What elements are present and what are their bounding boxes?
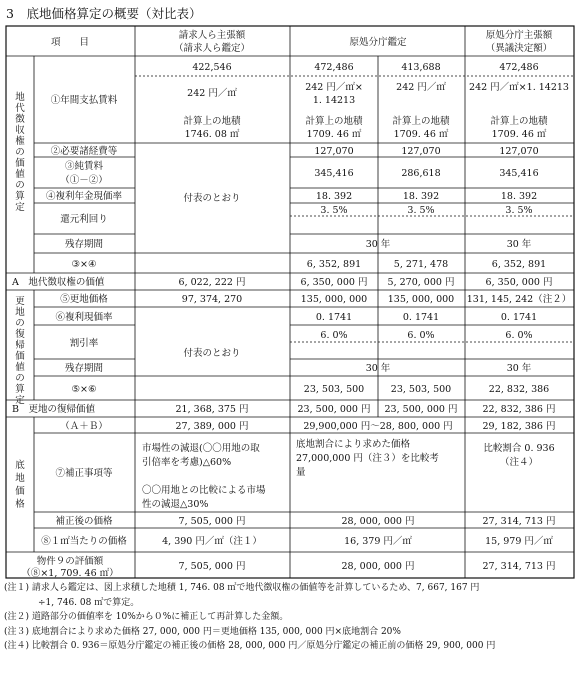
svg-text:価: 価: [15, 351, 25, 362]
cell: 27, 314, 713 円: [482, 516, 556, 527]
row-label-remaining-term-2: 残存期間: [64, 363, 104, 374]
cell: 6. 0%: [407, 330, 435, 341]
svg-text:値: 値: [15, 362, 25, 373]
svg-text:値: 値: [15, 169, 25, 180]
row-label-cap-rate: 還元利回り: [60, 214, 108, 225]
cell: 29,900,000 円～28, 800, 000 円: [303, 421, 453, 432]
row-label-price-per-sqm: ⑧１㎡当たりの価格: [41, 536, 127, 547]
cell: 5, 271, 478: [393, 259, 449, 270]
cell: 18. 392: [402, 191, 440, 202]
cell: 97, 374, 270: [181, 294, 243, 305]
document-title: 3 底地価格算定の概要（対比表）: [6, 6, 202, 21]
cell-adjustments-c: [483, 442, 554, 468]
svg-text:量: 量: [296, 467, 306, 478]
cell: 30 年: [506, 239, 532, 250]
row-label-adjusted-price: 補正後の価格: [55, 516, 113, 527]
cell: 15, 979 円／㎡: [485, 536, 553, 547]
cell: 345,416: [499, 168, 539, 179]
group-label-land-rent: [15, 91, 25, 213]
svg-text:比較割合 0. 936: 比較割合 0. 936: [483, 443, 555, 454]
cell: 7, 505, 000 円: [178, 561, 246, 572]
svg-text:242 円／㎡×1. 14213: 242 円／㎡×1. 14213: [469, 82, 569, 93]
svg-text:242 円／㎡×: 242 円／㎡×: [305, 82, 363, 93]
row-label-adjustments: ⑦補正事項等: [55, 468, 113, 479]
cell: 7, 505, 000 円: [178, 516, 246, 527]
svg-text:の: の: [15, 373, 25, 384]
svg-text:地: 地: [15, 307, 25, 318]
cell-annual-rent-basis-a: [183, 88, 242, 140]
svg-text:の: の: [15, 318, 25, 329]
svg-text:〇〇用地との比較による市場: 〇〇用地との比較による市場: [142, 485, 266, 496]
merged-cell-see-appendix: 付表のとおり: [183, 193, 241, 204]
svg-text:27,000,000 円（注３）を比較考: 27,000,000 円（注３）を比較考: [296, 453, 439, 464]
cell-adjustments-b: [296, 438, 439, 478]
cell: 22, 832, 386: [488, 384, 550, 395]
cell: 135, 000, 000: [300, 294, 368, 305]
row-label-annual-rent: ①年間支払賃料: [50, 95, 118, 106]
cell: 6, 352, 891: [491, 259, 547, 270]
cell: 18. 392: [500, 191, 538, 202]
cell: 422,546: [192, 62, 232, 73]
cell: 472,486: [314, 62, 354, 73]
cell: 127,070: [314, 146, 354, 157]
svg-text:1. 14213: 1. 14213: [312, 95, 356, 106]
cell: 413,688: [401, 62, 441, 73]
svg-text:市場性の減退(〇〇用地の取: 市場性の減退(〇〇用地の取: [142, 443, 260, 454]
row-label-product-5x6: ⑤×⑥: [71, 384, 97, 395]
svg-text:地: 地: [15, 473, 25, 484]
svg-text:定: 定: [15, 395, 25, 406]
group-label-reversion: [15, 296, 25, 406]
cell: 23, 503, 500: [303, 384, 365, 395]
cell: 23, 500, 000 円: [384, 404, 458, 415]
header-col-c-line1: 原処分庁主張額: [485, 30, 553, 41]
cell: 0. 1741: [402, 312, 440, 323]
header-col-b: 原処分庁鑑定: [349, 37, 407, 48]
cell: 6. 0%: [505, 330, 533, 341]
row-label-product-3x4: ③×④: [71, 259, 97, 270]
footnote-1: (注１) 請求人ら鑑定は、図上求積した地積 1, 746. 08 ㎡で地代徴収権の価値等を計算しているため、7, 667, 167 円: [4, 583, 480, 593]
cell: 127,070: [401, 146, 441, 157]
header-col-a-line2: （請求人ら鑑定）: [173, 43, 251, 54]
svg-text:の: の: [15, 180, 25, 191]
cell: 6, 350, 000 円: [300, 277, 368, 288]
svg-text:徴: 徴: [15, 114, 25, 125]
cell: 6, 350, 000 円: [485, 277, 553, 288]
svg-text:計算上の地積: 計算上の地積: [392, 116, 450, 127]
cell: 27, 314, 713 円: [482, 561, 556, 572]
svg-text:1709. 46 ㎡: 1709. 46 ㎡: [306, 129, 362, 140]
cell: 3. 5%: [407, 205, 435, 216]
row-label-net-rent-formula: （①－②）: [60, 175, 108, 186]
svg-text:1746. 08 ㎡: 1746. 08 ㎡: [184, 129, 240, 140]
svg-text:計算上の地積: 計算上の地積: [183, 116, 241, 127]
footnotes: [4, 581, 578, 654]
row-label-expenses: ②必要諸経費等: [50, 146, 118, 157]
svg-text:底地割合により求めた価格: 底地割合により求めた価格: [296, 439, 411, 450]
cell: 22, 832, 386 円: [482, 404, 556, 415]
group-label-leased-land: [15, 459, 25, 510]
header-col-a-line1: 請求人ら主張額: [178, 30, 246, 41]
cell: 135, 000, 000: [387, 294, 455, 305]
svg-text:計算上の地積: 計算上の地積: [305, 116, 363, 127]
row-label-pv-factor: ⑥複利現価率: [55, 312, 113, 323]
cell: 0. 1741: [500, 312, 538, 323]
svg-text:代: 代: [15, 103, 25, 114]
cell: 472,486: [499, 62, 539, 73]
cell-annual-rent-basis-c: [469, 82, 569, 140]
cell: 131, 145, 242（注２）: [466, 294, 572, 305]
cell: 27, 389, 000 円: [175, 421, 249, 432]
cell: 6, 022, 222 円: [178, 277, 246, 288]
svg-text:242 円／㎡: 242 円／㎡: [396, 82, 446, 93]
cell: 5, 270, 000 円: [387, 277, 455, 288]
row-label-net-rent: ③純賃料: [64, 161, 104, 172]
svg-text:価: 価: [15, 158, 25, 169]
svg-text:底: 底: [15, 460, 25, 471]
cell: 21, 368, 375 円: [175, 404, 249, 415]
svg-text:算: 算: [15, 384, 25, 395]
cell-annual-rent-basis-b2: [392, 82, 451, 140]
svg-text:242 円／㎡: 242 円／㎡: [187, 88, 237, 99]
cell: 23, 500, 000 円: [297, 404, 371, 415]
footnote-1-continued: ÷1, 746. 08 ㎡で算定。: [38, 597, 140, 608]
cell: 6. 0%: [320, 330, 348, 341]
cell: 4, 390 円／㎡（注１）: [162, 536, 262, 547]
row-label-annuity-factor: ④複利年金現価率: [45, 191, 123, 202]
cell: 286,618: [401, 168, 441, 179]
svg-text:復: 復: [15, 329, 25, 340]
cell: 30 年: [365, 239, 391, 250]
cell: 345,416: [314, 168, 354, 179]
cell: 29, 182, 386 円: [482, 421, 556, 432]
svg-text:更: 更: [15, 296, 25, 307]
cell: 30 年: [506, 363, 532, 374]
cell: 127,070: [499, 146, 539, 157]
row-label-value-a: A 地代徴収権の価値: [12, 277, 105, 288]
header-item: 項 目: [50, 37, 90, 48]
svg-text:地: 地: [15, 92, 25, 103]
cell-adjustments-a: [142, 442, 266, 510]
svg-text:定: 定: [15, 202, 25, 213]
cell: 30 年: [365, 363, 391, 374]
svg-text:1709. 46 ㎡: 1709. 46 ㎡: [393, 129, 449, 140]
cell: 3. 5%: [505, 205, 533, 216]
svg-text:性の減退△30%: 性の減退△30%: [142, 499, 209, 510]
svg-text:算: 算: [15, 191, 25, 202]
row-label-final-formula: （⑧×1, 709. 46 ㎡）: [21, 568, 119, 579]
cell: 18. 392: [315, 191, 353, 202]
row-label-final-value: 物件９の評価額: [36, 556, 104, 567]
svg-text:1709. 46 ㎡: 1709. 46 ㎡: [491, 129, 547, 140]
svg-text:計算上の地積: 計算上の地積: [490, 116, 548, 127]
svg-text:格: 格: [15, 499, 25, 510]
cell: 0. 1741: [315, 312, 353, 323]
merged-cell-see-appendix-2: 付表のとおり: [183, 348, 241, 359]
cell: 28, 000, 000 円: [341, 516, 415, 527]
svg-text:（注４）: （注４）: [499, 457, 539, 468]
cell: 28, 000, 000 円: [341, 561, 415, 572]
svg-text:価: 価: [15, 486, 25, 497]
svg-text:収: 収: [15, 125, 25, 136]
svg-text:帰: 帰: [15, 340, 25, 351]
footnote-2: (注２) 道路部分の価値率を 10%から０%に補正して再計算した金額。: [4, 612, 289, 622]
svg-text:引倍率を考慮)△60%: 引倍率を考慮)△60%: [142, 457, 232, 468]
cell: 23, 503, 500: [390, 384, 452, 395]
footnote-3: (注３) 底地割合により求めた価格 27, 000, 000 円＝更地価格 135, 000, 000 円×底地割合 20%: [4, 626, 401, 637]
row-label-discount-rate: 割引率: [69, 338, 99, 349]
header-col-c-line2: （異議決定額）: [485, 43, 553, 54]
row-label-remaining-term: 残存期間: [64, 239, 104, 250]
cell: 6, 352, 891: [306, 259, 362, 270]
svg-text:権: 権: [15, 136, 25, 147]
row-label-value-b: B 更地の復帰価値: [12, 404, 95, 415]
row-label-vacant-land-price: ⑤更地価格: [60, 294, 108, 305]
cell: 3. 5%: [320, 205, 348, 216]
cell: 16, 379 円／㎡: [344, 536, 412, 547]
row-label-a-plus-b: （Ａ＋Ｂ）: [60, 421, 108, 432]
footnote-4: (注４) 比較割合 0. 936＝原処分庁鑑定の補正後の価格 28, 000, 000 円／原処分庁鑑定の補正前の価格 29, 900, 000 円: [4, 641, 496, 651]
cell-annual-rent-basis-b1: [305, 82, 364, 140]
svg-text:の: の: [15, 147, 25, 158]
